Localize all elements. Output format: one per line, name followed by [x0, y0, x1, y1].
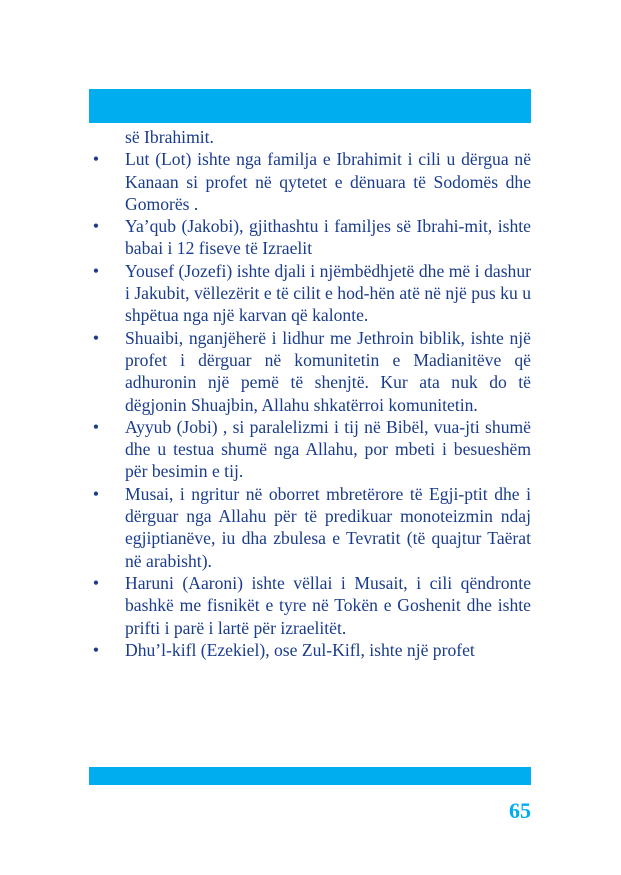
prophet-list [89, 148, 531, 661]
bullet-icon: • [92, 572, 100, 593]
continuation-text: së Ibrahimit. [125, 127, 214, 147]
list-item-text: Dhu’l-kifl (Ezekiel), ose Zul-Kifl, ishte një profet [125, 639, 475, 660]
list-item-text: Lut (Lot) ishte nga familja e Ibrahimit i cili u dërgua në Kanaan si profet në qytetet e dënuara të Sodomës dhe Gomorës . [125, 149, 531, 214]
list-item-text: Ayyub (Jobi) , si paralelizmi i tij në Bibël, vua-jti shumë dhe u testua shumë nga Allahu, por mbeti i besueshëm për besimin e tij. [125, 416, 531, 482]
list-item [89, 327, 531, 416]
page-body [89, 126, 531, 661]
bullet-icon: • [92, 639, 100, 660]
bullet-icon: • [92, 416, 100, 437]
list-item-text: Shuaibi, nganjëherë i lidhur me Jethroin biblik, ishte një profet i dërguar në komunitetin e Madianitëve që adhuronin një pemë të shenjtë. Kur ata nuk do të dëgjonin Shuajbin, Allahu shkatërroi komunitetin. [125, 327, 531, 415]
list-item [89, 639, 531, 661]
list-item [89, 215, 531, 260]
list-item-text: Musai, i ngritur në oborret mbretërore të Egji-ptit dhe i dërguar nga Allahu për të predikuar monoteizmin ndaj egjiptianëve, iu dha zbulesa e Tevratit (të quajtur Taërat në arabisht). [125, 483, 531, 571]
page-number: 65 [509, 798, 531, 823]
bottom-footer-band [89, 767, 531, 785]
list-item-text: Ya’qub (Jakobi), gjithashtu i familjes së Ibrahi-mit, ishte babai i 12 fiseve të Izraelit [125, 216, 531, 259]
list-item [89, 260, 531, 327]
bullet-icon: • [92, 260, 100, 281]
list-item [89, 148, 531, 215]
list-item [89, 572, 531, 639]
list-item [89, 416, 531, 483]
list-item-text: Haruni (Aaroni) ishte vëllai i Musait, i cili qëndronte bashkë me fisnikët e tyre në Tokën e Goshenit dhe ishte prifti i parë i lartë për izraelitët. [125, 572, 531, 638]
bullet-icon: • [92, 216, 100, 237]
bullet-icon: • [92, 483, 100, 504]
list-item-text: Yousef (Jozefi) ishte djali i njëmbëdhjetë dhe më i dashur i Jakubit, vëllezërit e të cilit e hod-hën atë në një pus ku u shpëtua nga një karvan që kalonte. [125, 260, 531, 326]
bullet-icon: • [92, 327, 100, 348]
top-header-band [89, 89, 531, 123]
list-item [89, 483, 531, 572]
bullet-icon: • [92, 149, 100, 170]
